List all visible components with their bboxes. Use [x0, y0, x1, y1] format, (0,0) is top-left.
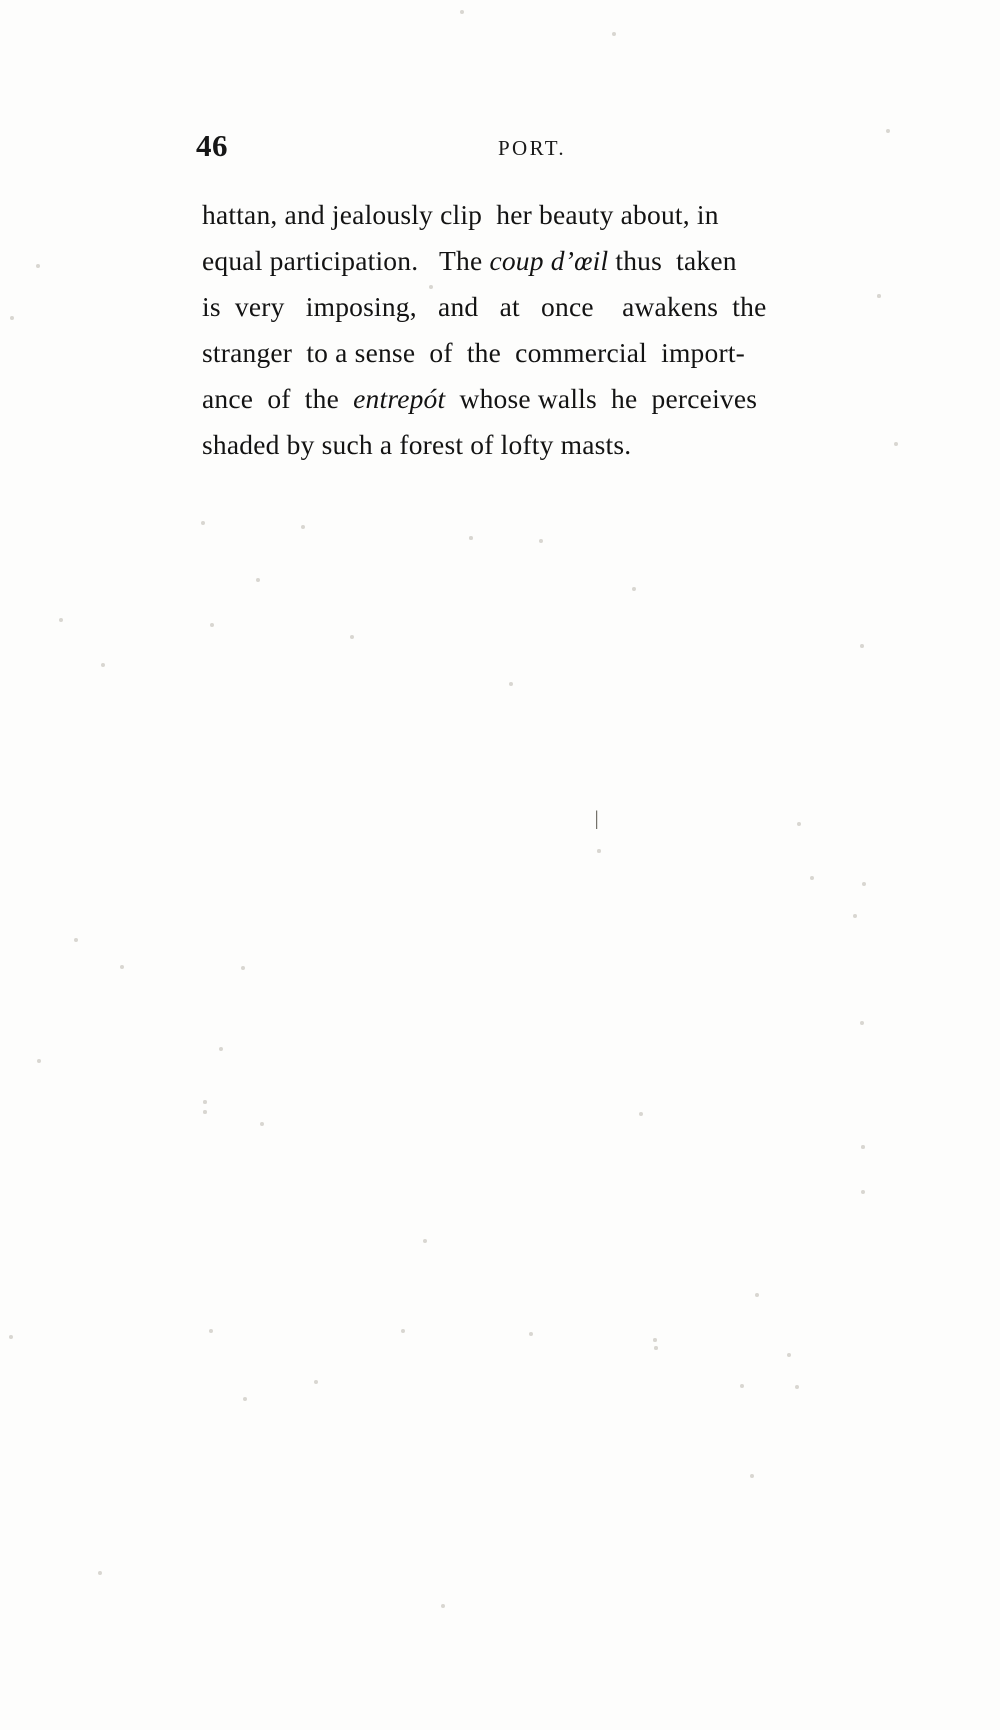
speckle	[810, 876, 814, 880]
speckle	[750, 1474, 754, 1478]
stray-ink-mark: ǀ	[594, 806, 600, 835]
speckle	[861, 1145, 865, 1149]
speckle	[314, 1380, 318, 1384]
speckle	[639, 1112, 643, 1116]
speckle	[301, 525, 305, 529]
speckle	[469, 536, 473, 540]
page-number: 46	[196, 128, 228, 163]
speckle	[529, 1332, 533, 1336]
speckle	[201, 521, 205, 525]
speckle	[350, 635, 354, 639]
speckle	[853, 914, 857, 918]
speckle	[795, 1385, 799, 1389]
text-line: shaded by such a forest of lofty masts.	[202, 429, 632, 460]
text-run: ance of the	[202, 383, 354, 414]
speckle	[886, 129, 890, 133]
speckle	[862, 882, 866, 886]
speckle	[210, 623, 214, 627]
text-line: is very imposing, and at once awakens the	[202, 291, 767, 322]
speckle	[260, 1122, 264, 1126]
text-run: thus taken	[608, 245, 737, 276]
text-line	[202, 238, 870, 284]
speckle	[36, 264, 41, 269]
speckle	[101, 663, 105, 667]
speckle	[203, 1100, 207, 1104]
speckle	[877, 294, 881, 298]
page-header	[196, 128, 868, 168]
speckle	[441, 1604, 445, 1608]
speckle	[241, 966, 245, 970]
speckle	[740, 1384, 744, 1388]
body-text	[202, 192, 870, 468]
italic-phrase: entrepót	[353, 383, 446, 414]
speckle	[539, 539, 543, 543]
text-run: equal participation. The	[202, 245, 490, 276]
speckle	[401, 1329, 405, 1333]
text-line	[202, 376, 870, 422]
speckle	[37, 1059, 41, 1063]
speckle	[59, 618, 63, 622]
running-title: PORT.	[497, 136, 567, 160]
speckle	[460, 10, 464, 14]
speckle	[74, 938, 78, 942]
speckle	[120, 965, 124, 969]
text-line: stranger to a sense of the commercial import-	[202, 337, 746, 368]
speckle	[797, 822, 801, 826]
speckle	[860, 644, 864, 648]
speckle	[632, 587, 636, 591]
speckle	[653, 1338, 657, 1342]
speckle	[597, 849, 601, 853]
speckle	[9, 1335, 13, 1339]
speckle	[10, 316, 14, 320]
speckle	[894, 442, 898, 446]
text-run: whose walls he perceives	[445, 383, 758, 414]
text-line: hattan, and jealously clip her beauty about, in	[202, 199, 719, 230]
speckle	[98, 1571, 102, 1575]
speckle	[256, 578, 260, 582]
speckle	[203, 1110, 207, 1114]
speckle	[219, 1047, 223, 1051]
speckle	[612, 32, 616, 36]
speckle	[209, 1329, 213, 1333]
speckle	[509, 682, 513, 686]
italic-phrase: coup d’œil	[489, 245, 609, 276]
speckle	[423, 1239, 427, 1243]
speckle	[429, 285, 433, 289]
speckle	[861, 1190, 865, 1194]
speckle	[787, 1353, 791, 1357]
speckle	[860, 1021, 864, 1025]
speckle	[243, 1397, 247, 1401]
speckle	[755, 1293, 759, 1297]
speckle	[654, 1346, 658, 1350]
